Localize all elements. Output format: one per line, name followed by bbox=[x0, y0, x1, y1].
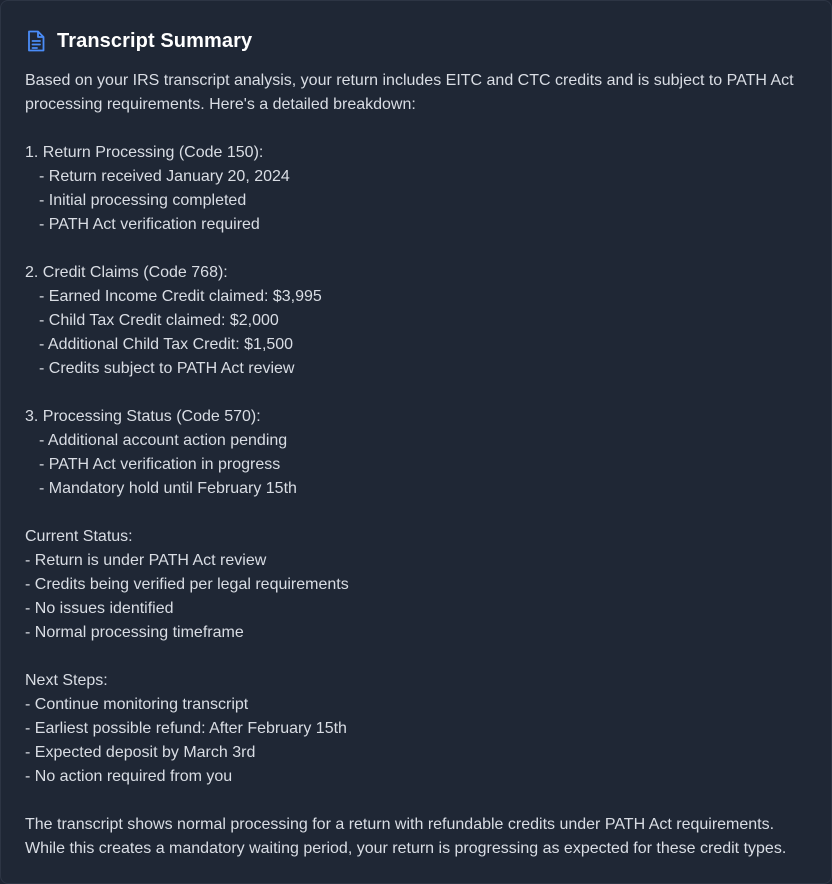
list-item: - No action required from you bbox=[25, 768, 233, 785]
conclusion-line: While this creates a mandatory waiting period, your return is progressing as expected for these credit types. bbox=[25, 840, 787, 857]
spacer bbox=[25, 117, 807, 141]
list-item: - Credits subject to PATH Act review bbox=[39, 360, 295, 377]
summary-content bbox=[25, 69, 807, 861]
list-item: - Initial processing completed bbox=[39, 192, 247, 209]
list-item: - Additional account action pending bbox=[39, 432, 288, 449]
section-heading: 2. Credit Claims (Code 768): bbox=[25, 264, 228, 281]
conclusion-line: The transcript shows normal processing for a return with refundable credits under PATH Act requirements. bbox=[25, 816, 775, 833]
list-item: - PATH Act verification required bbox=[39, 216, 260, 233]
list-item: - Normal processing timeframe bbox=[25, 624, 244, 641]
spacer bbox=[25, 789, 807, 813]
list-item: - Continue monitoring transcript bbox=[25, 696, 249, 713]
spacer bbox=[25, 237, 807, 261]
section-heading: 3. Processing Status (Code 570): bbox=[25, 408, 261, 425]
current-status-section bbox=[25, 525, 807, 645]
section-credit-claims bbox=[25, 261, 807, 381]
intro-line: processing requirements. Here's a detailed breakdown: bbox=[25, 96, 416, 113]
section-heading: 1. Return Processing (Code 150): bbox=[25, 144, 264, 161]
section-heading: Current Status: bbox=[25, 528, 133, 545]
summary-header bbox=[25, 27, 807, 55]
list-item: - Return is under PATH Act review bbox=[25, 552, 267, 569]
list-item: - Earliest possible refund: After February 15th bbox=[25, 720, 347, 737]
list-item: - Expected deposit by March 3rd bbox=[25, 744, 256, 761]
list-item: - PATH Act verification in progress bbox=[39, 456, 281, 473]
spacer bbox=[25, 381, 807, 405]
section-processing-status bbox=[25, 405, 807, 501]
section-heading: Next Steps: bbox=[25, 672, 108, 689]
document-icon bbox=[25, 29, 47, 53]
list-item: - Mandatory hold until February 15th bbox=[39, 480, 297, 497]
section-return-processing bbox=[25, 141, 807, 237]
list-item: - Child Tax Credit claimed: $2,000 bbox=[39, 312, 279, 329]
list-item: - Return received January 20, 2024 bbox=[39, 168, 290, 185]
spacer bbox=[25, 501, 807, 525]
intro-line: Based on your IRS transcript analysis, your return includes EITC and CTC credits and is subject to PATH Act bbox=[25, 72, 794, 89]
list-item: - Additional Child Tax Credit: $1,500 bbox=[39, 336, 294, 353]
spacer bbox=[25, 645, 807, 669]
list-item: - Credits being verified per legal requirements bbox=[25, 576, 349, 593]
list-item: - Earned Income Credit claimed: $3,995 bbox=[39, 288, 322, 305]
list-item: - No issues identified bbox=[25, 600, 174, 617]
summary-title: Transcript Summary bbox=[57, 29, 253, 52]
next-steps-section bbox=[25, 669, 807, 789]
